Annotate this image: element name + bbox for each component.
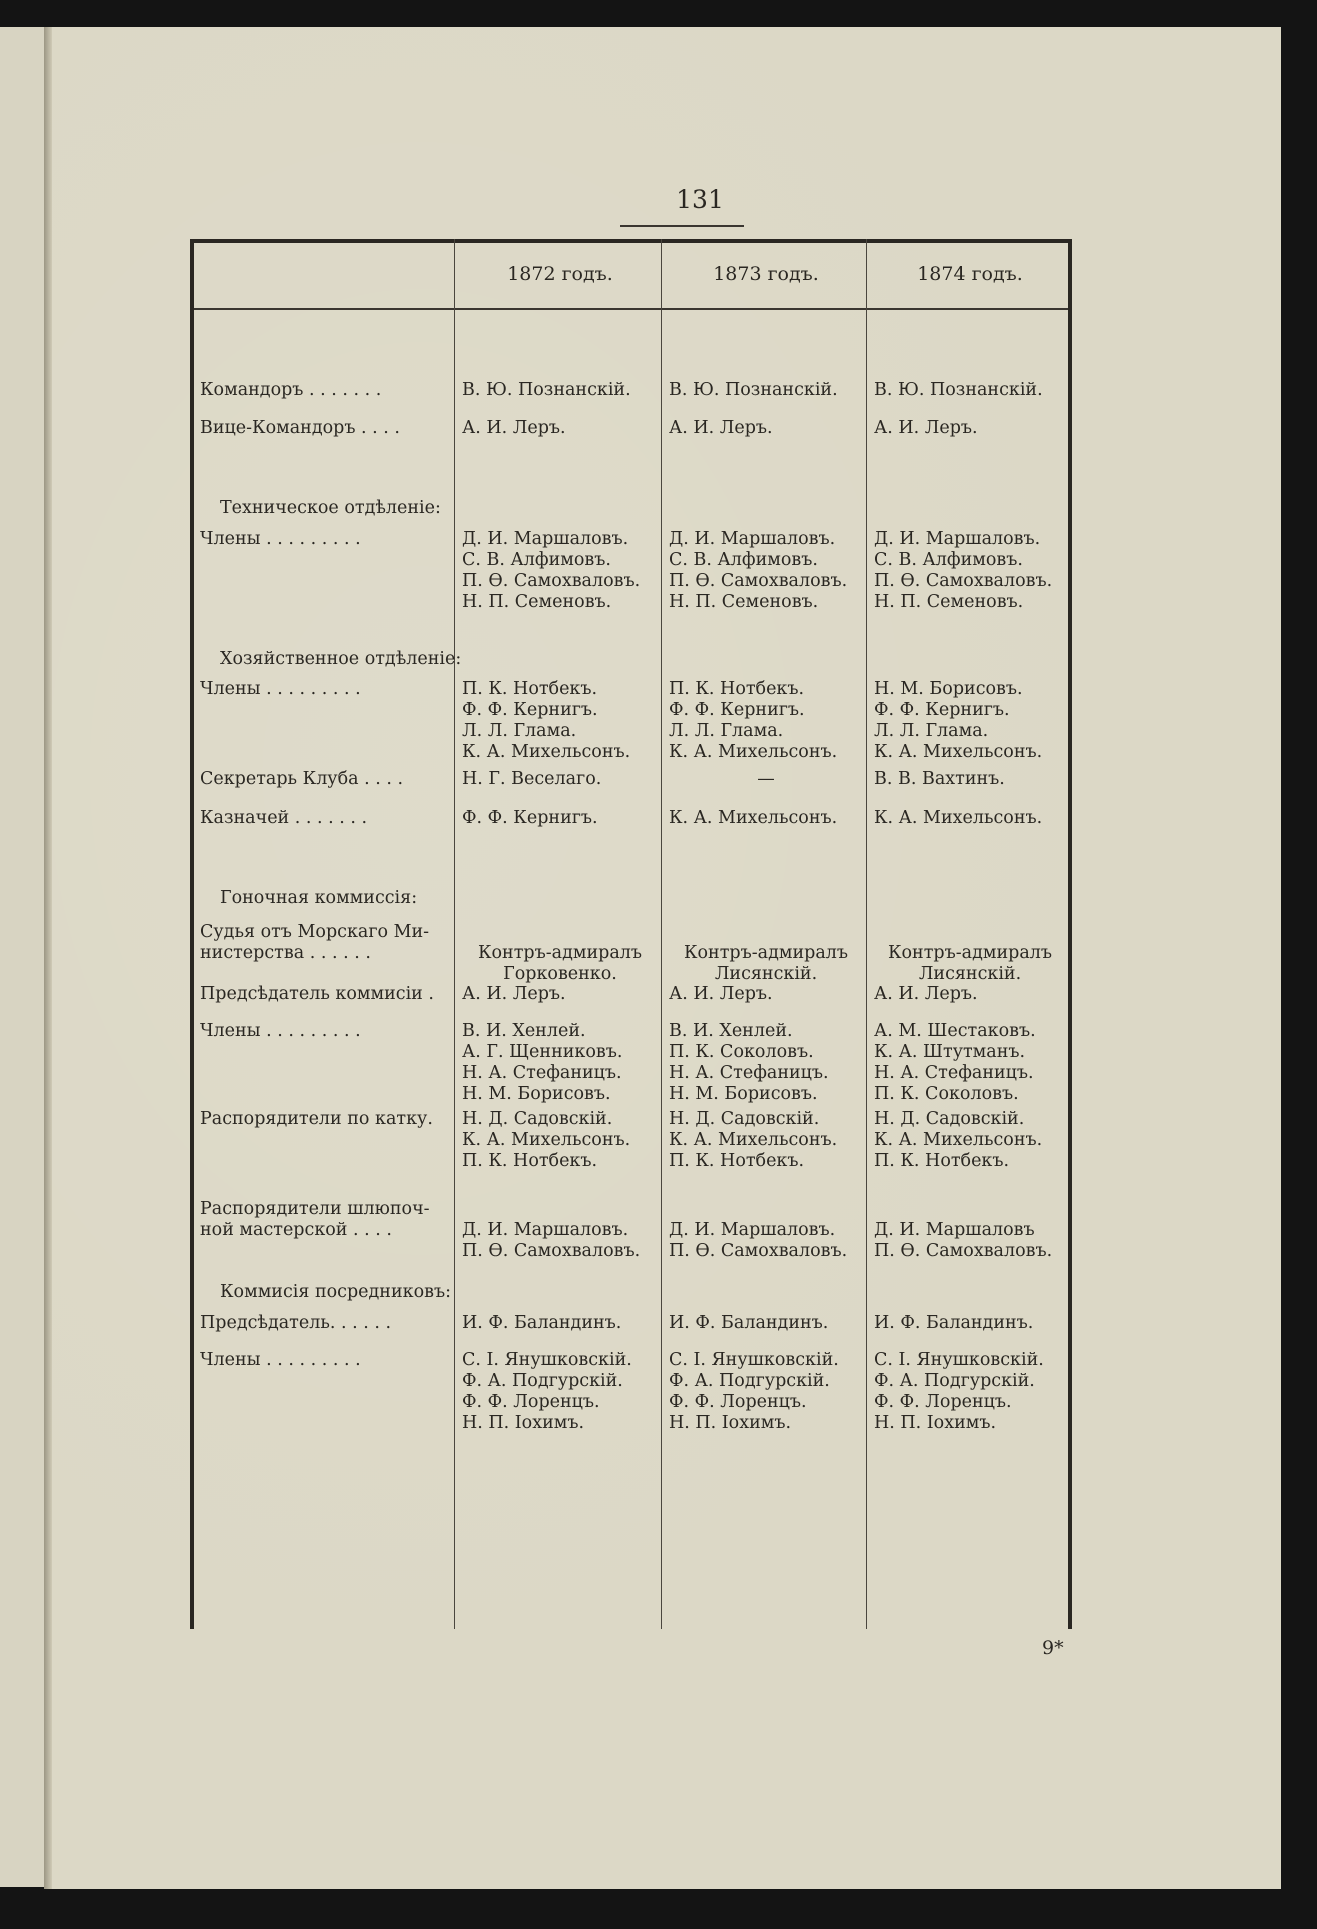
member-name: Н. Д. Садовскій. [874,1109,1025,1129]
cell-1874 [874,1021,1066,1105]
cell-1874 [874,418,1066,439]
cell-1872 [462,1350,658,1434]
member-name: И. Ф. Баландинъ. [462,1313,622,1333]
book-page [52,27,1281,1889]
member-name: И. Ф. Баландинъ. [669,1313,829,1333]
cell-1872 [462,418,658,439]
cell-1874 [874,1220,1066,1262]
cell-1873 [669,984,863,1005]
member-name: П. К. Нотбекъ. [669,679,805,699]
member-name: Ф. Ф. Кернигъ. [669,700,805,720]
member-name: Н. П. Семеновъ. [669,592,819,612]
cell-1872 [462,769,658,790]
header-1873: 1873 годъ. [713,263,819,285]
position-label-line: Предсѣдатель коммисіи . [200,984,434,1004]
member-name: Контръ-адмиралъ [683,943,849,963]
member-name: П. Ѳ. Самохваловъ. [874,1241,1053,1261]
cell-1873 [669,1350,863,1434]
position-label-line: Члены . . . . . . . . . [200,679,361,699]
member-name: С. І. Янушковскій. [462,1350,632,1370]
member-name: Ф. Ф. Кернигъ. [462,808,598,828]
member-name: Н. Д. Садовскій. [462,1109,613,1129]
position-label [200,984,452,1005]
member-name: Н. М. Борисовъ. [874,679,1023,699]
member-name: В. И. Хенлей. [669,1021,793,1041]
member-name: П. К. Нотбекъ. [669,1151,805,1171]
member-name: К. А. Михельсонъ. [874,1130,1043,1150]
member-name: А. М. Шестаковъ. [874,1021,1036,1041]
member-name: Н. П. Іохимъ. [462,1413,585,1433]
header-1872: 1872 годъ. [507,263,613,285]
member-name: Лисянскій. [714,964,818,984]
member-name: А. И. Леръ. [669,984,773,1004]
position-label [200,769,452,790]
section-heading: Хозяйственное отдѣленіе: [220,649,462,669]
cell-1873 [669,1109,863,1172]
member-name: В. В. Вахтинъ. [874,769,1005,789]
member-name: Лисянскій. [918,964,1022,984]
member-name: Д. И. Маршаловъ. [669,529,836,549]
member-name: Горковенко. [503,964,617,984]
cell-1872 [462,1313,658,1334]
column-divider [454,239,455,1629]
position-label [200,380,452,401]
member-name: Н. М. Борисовъ. [669,1084,818,1104]
position-label-line: Секретарь Клуба . . . . [200,769,404,789]
position-label-line: Члены . . . . . . . . . [200,1021,361,1041]
member-name: А. И. Леръ. [874,418,978,438]
member-name: С. В. Алфимовъ. [669,550,818,570]
previous-page-edge [0,27,44,1887]
page-number-rule [620,225,744,227]
member-name: Ф. А. Подгурскій. [669,1371,830,1391]
member-name: К. А. Михельсонъ. [874,742,1043,762]
position-label-line: Командоръ . . . . . . . [200,380,382,400]
cell-1872 [462,529,658,613]
member-name: П. К. Соколовъ. [669,1042,814,1062]
member-name: Д. И. Маршаловъ [874,1220,1035,1240]
section-heading: Коммисія посредниковъ: [220,1282,451,1302]
member-name: А. Г. Щенниковъ. [462,1042,623,1062]
position-label-line: Вице-Командоръ . . . . [200,418,400,438]
table-right-border [1068,239,1072,1629]
member-name: Д. И. Маршаловъ. [874,529,1041,549]
member-name: П. К. Нотбекъ. [874,1151,1010,1171]
member-name: Д. И. Маршаловъ. [669,1220,836,1240]
officers-table [190,239,1072,1629]
member-name: П. К. Нотбекъ. [462,679,598,699]
page-number: 131 [676,185,724,214]
member-name: П. К. Нотбекъ. [462,1151,598,1171]
cell-1873 [669,380,863,401]
member-name: Н. А. Стефаницъ. [462,1063,622,1083]
member-name: Ф. Ф. Кернигъ. [874,700,1010,720]
position-label-line: Распорядители шлюпоч- [200,1199,430,1219]
member-name: Контръ-адмиралъ [887,943,1053,963]
member-name: Ф. Ф. Кернигъ. [462,700,598,720]
cell-1873 [669,808,863,829]
position-label-line: Казначей . . . . . . . [200,808,368,828]
position-label-line: ной мастерской . . . . [200,1220,392,1240]
member-name: П. Ѳ. Самохваловъ. [669,1241,848,1261]
position-label-line: Члены . . . . . . . . . [200,529,361,549]
signature-mark: 9* [1042,1637,1064,1659]
section-heading: Гоночная коммиссія: [220,888,418,908]
cell-1873 [669,1220,863,1262]
member-name: Ф. А. Подгурскій. [462,1371,623,1391]
cell-1874 [874,679,1066,763]
member-name: Контръ-адмиралъ [477,943,643,963]
cell-1872 [462,1220,658,1262]
position-label-line: Распорядители по катку. [200,1109,433,1129]
position-label-line: Предсѣдатель. . . . . . [200,1313,392,1333]
cell-1874 [874,1350,1066,1434]
cell-1874 [874,380,1066,401]
member-name: А. И. Леръ. [669,418,773,438]
member-name: Н. П. Семеновъ. [462,592,612,612]
member-name: К. А. Штутманъ. [874,1042,1026,1062]
member-name: К. А. Михельсонъ. [462,742,631,762]
member-name: П. Ѳ. Самохваловъ. [462,571,641,591]
member-name: Л. Л. Глама. [462,721,577,741]
position-label-line: Члены . . . . . . . . . [200,1350,361,1370]
member-name: К. А. Михельсонъ. [669,1130,838,1150]
cell-1873 [669,769,863,790]
member-name: К. А. Михельсонъ. [669,742,838,762]
member-name: Д. И. Маршаловъ. [462,1220,629,1240]
cell-1874 [874,808,1066,829]
table-left-border [190,239,194,1629]
position-label [200,418,452,439]
position-label [200,1313,452,1334]
member-name: П. Ѳ. Самохваловъ. [669,571,848,591]
member-name: А. И. Леръ. [462,418,566,438]
member-name: — [757,769,775,789]
cell-1874 [874,1109,1066,1172]
cell-1874 [874,943,1066,985]
member-name: А. И. Леръ. [462,984,566,1004]
cell-1873 [669,1313,863,1334]
member-name: Н. П. Семеновъ. [874,592,1024,612]
cell-1872 [462,808,658,829]
member-name: Н. П. Іохимъ. [874,1413,997,1433]
member-name: С. В. Алфимовъ. [462,550,611,570]
cell-1874 [874,984,1066,1005]
member-name: Ф. Ф. Лоренцъ. [669,1392,807,1412]
member-name: С. І. Янушковскій. [669,1350,839,1370]
cell-1873 [669,418,863,439]
cell-1873 [669,679,863,763]
member-name: Ф. Ф. Лоренцъ. [874,1392,1012,1412]
cell-1874 [874,769,1066,790]
position-label [200,679,452,700]
member-name: К. А. Михельсонъ. [462,1130,631,1150]
member-name: П. К. Соколовъ. [874,1084,1019,1104]
member-name: Н. М. Борисовъ. [462,1084,611,1104]
position-label [200,529,452,550]
member-name: Д. И. Маршаловъ. [462,529,629,549]
member-name: Н. Д. Садовскій. [669,1109,820,1129]
member-name: Ф. А. Подгурскій. [874,1371,1035,1391]
book-gutter [44,27,52,1889]
header-1874: 1874 годъ. [917,263,1023,285]
table-top-rule [190,239,1072,243]
member-name: В. И. Хенлей. [462,1021,586,1041]
member-name: Ф. Ф. Лоренцъ. [462,1392,600,1412]
member-name: С. В. Алфимовъ. [874,550,1023,570]
member-name: Н. Г. Веселаго. [462,769,602,789]
cell-1873 [669,1021,863,1105]
position-label-line: Судья отъ Морскаго Ми- [200,922,430,942]
position-label [200,808,452,829]
cell-1874 [874,1313,1066,1334]
cell-1872 [462,943,658,985]
cell-1872 [462,1021,658,1105]
member-name: П. Ѳ. Самохваловъ. [874,571,1053,591]
member-name: А. И. Леръ. [874,984,978,1004]
member-name: В. Ю. Познанскій. [669,380,838,400]
cell-1872 [462,679,658,763]
member-name: К. А. Михельсонъ. [874,808,1043,828]
position-label [200,1199,452,1241]
table-header-rule [190,308,1072,310]
cell-1874 [874,529,1066,613]
column-divider [661,239,662,1629]
member-name: Н. П. Іохимъ. [669,1413,792,1433]
cell-1872 [462,984,658,1005]
position-label [200,1350,452,1371]
section-heading: Техническое отдѣленіе: [220,498,441,518]
cell-1873 [669,529,863,613]
position-label-line: нистерства . . . . . . [200,943,371,963]
position-label [200,1109,452,1130]
member-name: С. І. Янушковскій. [874,1350,1044,1370]
cell-1872 [462,380,658,401]
member-name: Н. А. Стефаницъ. [669,1063,829,1083]
member-name: П. Ѳ. Самохваловъ. [462,1241,641,1261]
member-name: В. Ю. Познанскій. [462,380,631,400]
member-name: И. Ф. Баландинъ. [874,1313,1034,1333]
member-name: Л. Л. Глама. [874,721,989,741]
member-name: Л. Л. Глама. [669,721,784,741]
member-name: В. Ю. Познанскій. [874,380,1043,400]
column-divider [866,239,867,1629]
cell-1873 [669,943,863,985]
position-label [200,922,452,964]
member-name: Н. А. Стефаницъ. [874,1063,1034,1083]
member-name: К. А. Михельсонъ. [669,808,838,828]
position-label [200,1021,452,1042]
cell-1872 [462,1109,658,1172]
